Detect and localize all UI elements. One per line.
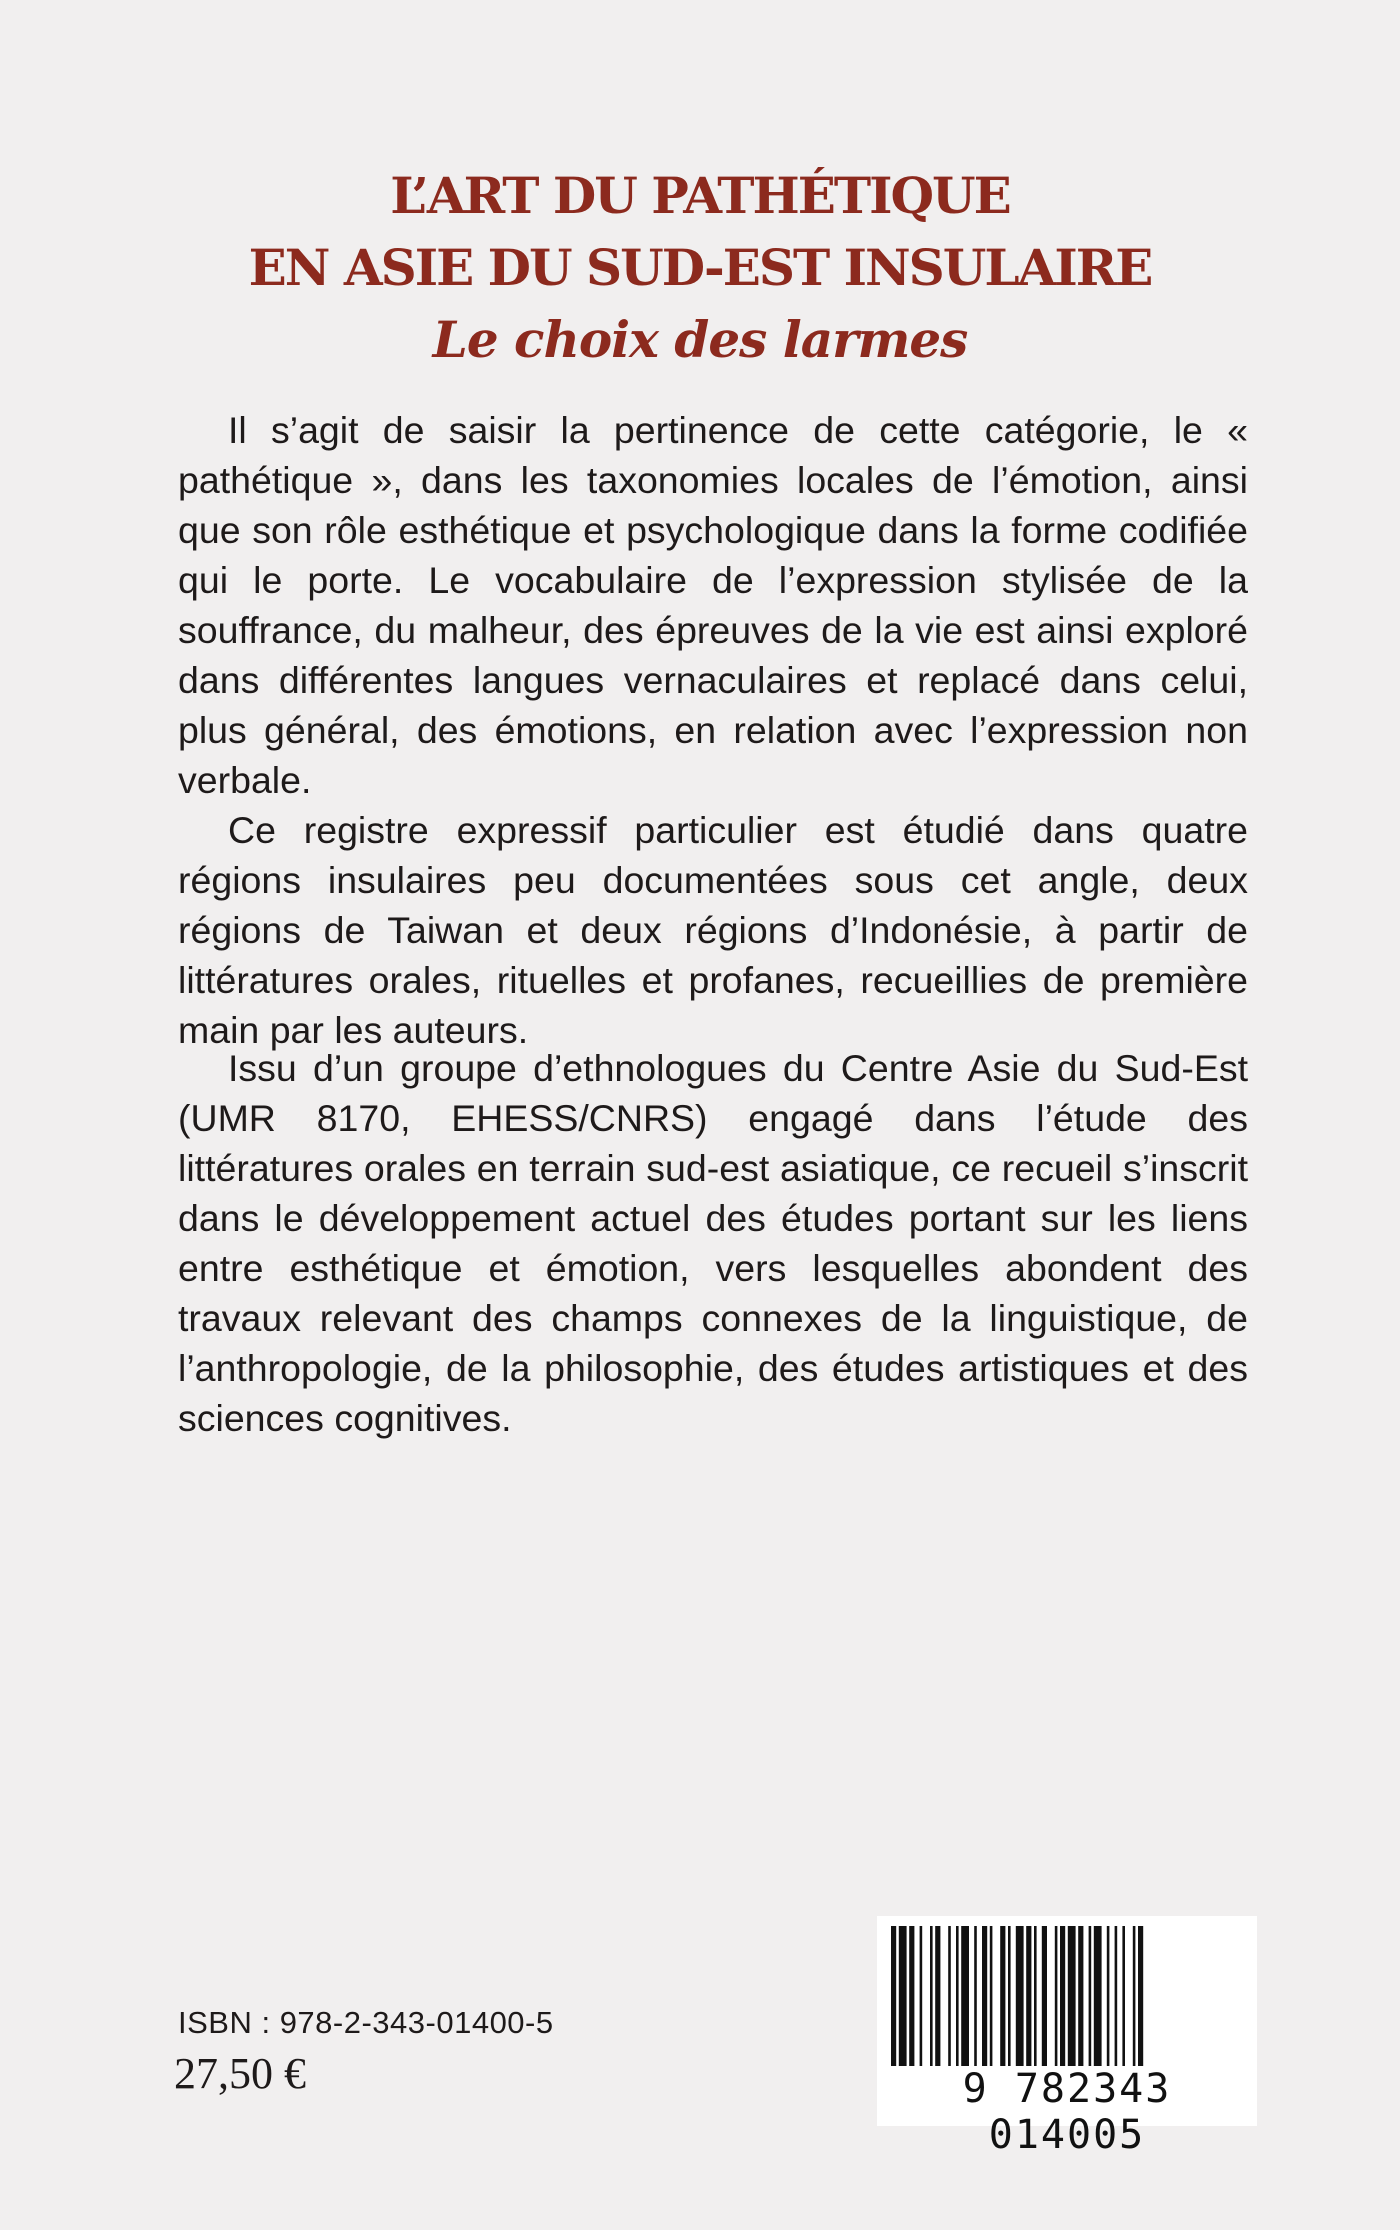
- book-title: [0, 160, 1400, 376]
- barcode-bar: [1078, 1926, 1083, 2066]
- barcode-bar: [1016, 1926, 1024, 2066]
- barcode-bar: [1115, 1926, 1118, 2066]
- barcode-bar: [1133, 1926, 1136, 2066]
- barcode-bar: [956, 1926, 959, 2066]
- barcode-bar: [1060, 1926, 1065, 2066]
- title-line-1: L’ART DU PATHÉTIQUE: [390, 166, 1010, 225]
- barcode-bar: [948, 1926, 951, 2066]
- barcode-bar: [1026, 1926, 1031, 2066]
- barcode-bars-icon: [887, 1926, 1247, 2066]
- barcode-bar: [1094, 1926, 1102, 2066]
- book-subtitle: Le choix des larmes: [432, 310, 968, 369]
- barcode-bar: [920, 1926, 923, 2066]
- about-paragraph: Issu d’un groupe d’ethnologues du Centre Asie du Sud-Est (UMR 8170, EHESS/CNRS) engagé dans l’étude des littératures orales en terrain sud-est asiatique, ce recueil s’inscrit dans le développement actuel des études portant sur les liens entre esthétique et émotion, vers lesquelles abondent des travaux relevant des champs connexes de la linguistique, de l’anthropologie, de la philosophie, des études artistiques et des sciences cognitives.: [178, 1047, 1248, 1439]
- price-label: 27,50 €: [174, 2049, 306, 2098]
- barcode-bar: [1000, 1926, 1005, 2066]
- barcode-bar: [990, 1926, 993, 2066]
- barcode-digits: 9 782343 014005: [962, 2066, 1172, 2158]
- barcode-bar: [1122, 1926, 1125, 2066]
- barcode: [877, 1916, 1257, 2158]
- barcode-bar: [1138, 1926, 1143, 2066]
- barcode-bar: [1089, 1926, 1092, 2066]
- barcode-bar: [974, 1926, 977, 2066]
- barcode-bar: [1034, 1926, 1037, 2066]
- barcode-bar: [1055, 1926, 1058, 2066]
- barcode-bar: [935, 1926, 940, 2066]
- barcode-bar: [1008, 1926, 1011, 2066]
- barcode-bar: [909, 1926, 914, 2066]
- barcode-bar: [1107, 1926, 1110, 2066]
- about-section: [178, 1043, 1248, 1443]
- barcode-bar: [1068, 1926, 1076, 2066]
- isbn-label: ISBN : 978-2-343-01400-5: [178, 2005, 554, 2040]
- title-line-2: EN ASIE DU SUD-EST INSULAIRE: [248, 238, 1152, 297]
- book-description: [178, 405, 1248, 1055]
- description-paragraph-1: Il s’agit de saisir la pertinence de cette catégorie, le « pathétique », dans les taxonomies locales de l’émotion, ainsi que son rôle esthétique et psychologique dans la forme codifiée qui le porte. Le vocabulaire de l’expression stylisée de la souffrance, du malheur, des épreuves de la vie est ainsi exploré dans différentes langues vernaculaires et replacé dans celui, plus général, des émotions, en relation avec l’expression non verbale.: [178, 409, 1248, 801]
- barcode-bar: [961, 1926, 969, 2066]
- barcode-bar: [982, 1926, 987, 2066]
- barcode-bar: [930, 1926, 933, 2066]
- barcode-bar: [899, 1926, 907, 2066]
- barcode-bar: [1042, 1926, 1047, 2066]
- description-paragraph-2: Ce registre expressif particulier est étudié dans quatre régions insulaires peu documentées sous cet angle, deux régions de Taiwan et deux régions d’Indonésie, à partir de littératures orales, rituelles et profanes, recueillies de première main par les auteurs.: [178, 809, 1248, 1051]
- barcode-bar: [891, 1926, 896, 2066]
